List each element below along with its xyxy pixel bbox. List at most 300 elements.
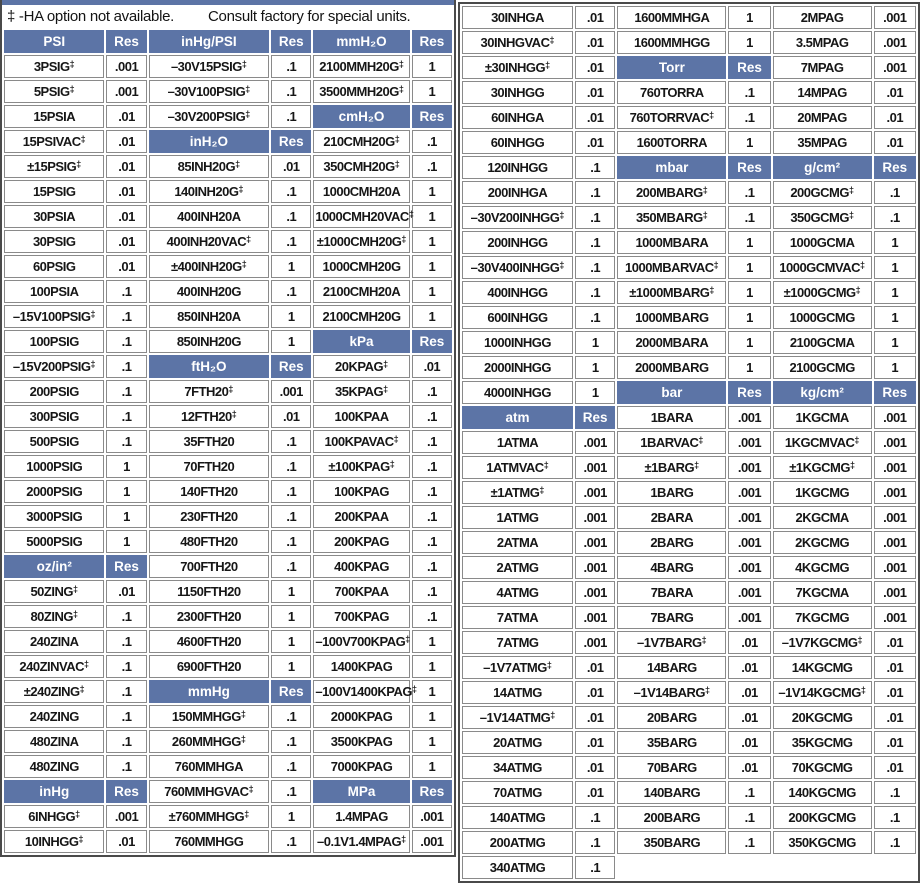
table-row xyxy=(4,705,452,728)
range-cell: 1000MBARA xyxy=(617,231,726,254)
res-cell: .01 xyxy=(106,230,146,253)
res-cell: 1 xyxy=(271,605,311,628)
range-cell: 14ATMG xyxy=(462,681,573,704)
dagger-mark: ‡ xyxy=(705,685,711,695)
res-cell: .01 xyxy=(575,681,615,704)
empty-cell xyxy=(773,856,916,879)
range-cell: 14MPAG xyxy=(773,81,872,104)
table-row xyxy=(462,431,916,454)
range-cell: 260MMHGG‡ xyxy=(149,730,270,753)
res-cell: .1 xyxy=(575,306,615,329)
res-cell: .1 xyxy=(271,830,311,853)
res-cell: .01 xyxy=(874,681,916,704)
table-row xyxy=(462,531,916,554)
res-cell: 1 xyxy=(728,356,770,379)
res-cell: .1 xyxy=(412,480,452,503)
res-cell: .1 xyxy=(271,205,311,228)
res-cell: .001 xyxy=(728,606,770,629)
res-cell: .01 xyxy=(106,205,146,228)
dagger-mark: ‡ xyxy=(709,110,715,120)
range-cell: 1ATMG xyxy=(462,506,573,529)
range-cell: 35MPAG xyxy=(773,131,872,154)
res-cell: .001 xyxy=(728,556,770,579)
table-row xyxy=(4,830,452,853)
res-cell: .1 xyxy=(412,430,452,453)
range-cell: –30V400INHGG‡ xyxy=(462,256,573,279)
table-row xyxy=(4,330,452,353)
table-row xyxy=(4,205,452,228)
range-cell: 30INHGG xyxy=(462,81,573,104)
unit-header-cell: inH₂O xyxy=(149,130,270,153)
range-cell: 400INH20VAC‡ xyxy=(149,230,270,253)
table-row xyxy=(462,831,916,854)
res-cell: .1 xyxy=(575,281,615,304)
table-row xyxy=(4,155,452,178)
range-cell: 1000GCMA xyxy=(773,231,872,254)
range-cell: 100PSIG xyxy=(4,330,104,353)
res-cell: .1 xyxy=(106,330,146,353)
res-cell: 1 xyxy=(412,680,452,703)
res-cell: .001 xyxy=(728,406,770,429)
footnote-line xyxy=(2,5,454,28)
res-cell: .001 xyxy=(728,506,770,529)
res-cell: .001 xyxy=(575,506,615,529)
table-row xyxy=(462,631,916,654)
res-cell: .1 xyxy=(106,655,146,678)
range-cell: 1000INHGG xyxy=(462,331,573,354)
dagger-mark: ‡ xyxy=(394,134,400,144)
res-cell: .1 xyxy=(728,806,770,829)
range-cell: 1600MMHGA xyxy=(617,6,726,29)
res-cell: 1 xyxy=(874,356,916,379)
range-cell: 7ATMA xyxy=(462,606,573,629)
range-cell: 70BARG xyxy=(617,756,726,779)
res-cell: .001 xyxy=(575,581,615,604)
range-cell: 1KGCMA xyxy=(773,406,872,429)
unit-header-cell: atm xyxy=(462,406,573,429)
dagger-mark: ‡ xyxy=(545,60,551,70)
res-cell: .1 xyxy=(412,555,452,578)
res-cell: 1 xyxy=(728,331,770,354)
table-row xyxy=(4,355,452,378)
range-cell: 350KGCMG xyxy=(773,831,872,854)
range-cell: 7FTH20‡ xyxy=(149,380,270,403)
range-cell: 200INHGG xyxy=(462,231,573,254)
range-cell: 1000MBARG xyxy=(617,306,726,329)
range-cell: 3500KPAG xyxy=(313,730,409,753)
range-cell: 480FTH20 xyxy=(149,530,270,553)
res-cell: 1 xyxy=(412,655,452,678)
res-header-cell: Res xyxy=(412,105,452,128)
res-cell: .1 xyxy=(271,430,311,453)
range-cell: –1V7KGCMG‡ xyxy=(773,631,872,654)
dagger-mark: ‡ xyxy=(401,834,407,844)
dagger-mark: ‡ xyxy=(405,634,411,644)
range-cell: 14BARG xyxy=(617,656,726,679)
range-cell: 1600MMHGG xyxy=(617,31,726,54)
res-header-cell: Res xyxy=(271,680,311,703)
res-cell: .001 xyxy=(106,80,146,103)
res-header-cell: Res xyxy=(106,780,146,803)
range-cell: 1000MBARVAC‡ xyxy=(617,256,726,279)
range-cell: 35KPAG‡ xyxy=(313,380,409,403)
table-row xyxy=(4,805,452,828)
res-cell: .1 xyxy=(874,181,916,204)
res-cell: .001 xyxy=(874,581,916,604)
res-cell: 1 xyxy=(412,705,452,728)
table-row xyxy=(4,280,452,303)
res-cell: .1 xyxy=(106,305,146,328)
dagger-mark: ‡ xyxy=(713,260,719,270)
res-cell: .01 xyxy=(106,105,146,128)
table-row xyxy=(4,180,452,203)
res-cell: 1 xyxy=(412,230,452,253)
res-cell: .1 xyxy=(271,55,311,78)
res-cell: .001 xyxy=(728,531,770,554)
range-cell: 1000CMH20VAC‡ xyxy=(313,205,409,228)
range-cell: 2MPAG xyxy=(773,6,872,29)
range-cell: 480ZING xyxy=(4,755,104,778)
res-cell: .1 xyxy=(271,530,311,553)
res-cell: 1 xyxy=(412,255,452,278)
res-cell: .001 xyxy=(874,6,916,29)
dagger-mark: ‡ xyxy=(69,59,75,69)
range-cell: 400KPAG xyxy=(313,555,409,578)
range-cell: 7BARG xyxy=(617,606,726,629)
res-cell: 1 xyxy=(874,306,916,329)
res-cell: .001 xyxy=(412,805,452,828)
range-cell: 6900FTH20 xyxy=(149,655,270,678)
range-cell: 200KPAG xyxy=(313,530,409,553)
dagger-mark: ‡ xyxy=(80,134,86,144)
unit-header-cell: inHg/PSI xyxy=(149,30,270,53)
unit-header-cell: ftH₂O xyxy=(149,355,270,378)
res-cell: .01 xyxy=(575,756,615,779)
range-cell: 760MMHGG xyxy=(149,830,270,853)
table-row xyxy=(4,255,452,278)
range-cell: 1150FTH20 xyxy=(149,580,270,603)
spec-table-left xyxy=(2,28,454,855)
dagger-mark: ‡ xyxy=(245,84,251,94)
table-row xyxy=(4,130,452,153)
table-row xyxy=(462,506,916,529)
res-cell: 1 xyxy=(412,205,452,228)
res-header-cell: Res xyxy=(271,130,311,153)
dagger-mark: ‡ xyxy=(69,84,75,94)
res-cell: .1 xyxy=(874,206,916,229)
range-cell: –15V200PSIG‡ xyxy=(4,355,104,378)
res-cell: 1 xyxy=(271,805,311,828)
dagger-mark: ‡ xyxy=(694,460,700,470)
range-cell: 850INH20A xyxy=(149,305,270,328)
range-cell: 1000CMH20A xyxy=(313,180,409,203)
dagger-mark: ‡ xyxy=(394,159,400,169)
table-row xyxy=(4,530,452,553)
res-cell: .01 xyxy=(575,56,615,79)
res-cell: .01 xyxy=(575,781,615,804)
res-cell: .01 xyxy=(874,731,916,754)
res-cell: .01 xyxy=(575,31,615,54)
table-row xyxy=(4,730,452,753)
res-cell: .1 xyxy=(271,180,311,203)
dagger-mark: ‡ xyxy=(701,635,707,645)
range-cell: 30PSIA xyxy=(4,205,104,228)
res-cell: .001 xyxy=(728,481,770,504)
range-cell: 760MMHGA xyxy=(149,755,270,778)
res-cell: .001 xyxy=(575,556,615,579)
range-cell: 700KPAG xyxy=(313,605,409,628)
table-row xyxy=(4,405,452,428)
table-row xyxy=(462,356,916,379)
range-cell: 1000CMH20G xyxy=(313,255,409,278)
res-cell: .1 xyxy=(271,780,311,803)
res-cell: .1 xyxy=(575,206,615,229)
range-cell: 2KGCMA xyxy=(773,506,872,529)
dagger-mark: ‡ xyxy=(383,359,389,369)
range-cell: 2000PSIG xyxy=(4,480,104,503)
res-cell: .01 xyxy=(874,756,916,779)
res-cell: 1 xyxy=(271,580,311,603)
res-header-cell: Res xyxy=(874,381,916,404)
range-cell: 700FTH20 xyxy=(149,555,270,578)
range-cell: 2100CMH20G xyxy=(313,305,409,328)
res-cell: .1 xyxy=(874,831,916,854)
table-row xyxy=(462,731,916,754)
dagger-mark: ‡ xyxy=(411,684,417,694)
res-cell: .001 xyxy=(106,805,146,828)
table-row xyxy=(4,455,452,478)
res-cell: 1 xyxy=(728,306,770,329)
res-cell: .001 xyxy=(728,456,770,479)
range-cell: –30V15PSIG‡ xyxy=(149,55,270,78)
res-cell: .1 xyxy=(412,405,452,428)
range-cell: ±760MMHGG‡ xyxy=(149,805,270,828)
dagger-mark: ‡ xyxy=(854,435,860,445)
res-cell: 1 xyxy=(271,630,311,653)
dagger-mark: ‡ xyxy=(72,584,78,594)
dagger-mark: ‡ xyxy=(78,834,84,844)
range-cell: 1000GCMG xyxy=(773,306,872,329)
range-cell: 3500MMH20G‡ xyxy=(313,80,409,103)
res-cell: .1 xyxy=(728,181,770,204)
res-cell: .1 xyxy=(412,580,452,603)
range-cell: 50ZING‡ xyxy=(4,580,104,603)
res-cell: 1 xyxy=(728,256,770,279)
dagger-mark: ‡ xyxy=(244,809,250,819)
res-cell: .1 xyxy=(271,730,311,753)
dagger-mark: ‡ xyxy=(849,460,855,470)
range-cell: 70KGCMG xyxy=(773,756,872,779)
range-cell: 1ATMVAC‡ xyxy=(462,456,573,479)
res-cell: .001 xyxy=(575,456,615,479)
range-cell: 300PSIG xyxy=(4,405,104,428)
res-cell: 1 xyxy=(106,480,146,503)
res-cell: .1 xyxy=(106,405,146,428)
res-cell: .001 xyxy=(874,431,916,454)
res-cell: .01 xyxy=(874,656,916,679)
dagger-mark: ‡ xyxy=(408,209,414,219)
dagger-mark: ‡ xyxy=(848,210,854,220)
range-cell: 760TORRA xyxy=(617,81,726,104)
dagger-mark: ‡ xyxy=(559,260,565,270)
range-cell: 4ATMG xyxy=(462,581,573,604)
range-cell: 7KGCMA xyxy=(773,581,872,604)
res-cell: .01 xyxy=(728,656,770,679)
res-header-cell: Res xyxy=(728,56,770,79)
res-cell: .1 xyxy=(575,181,615,204)
range-cell: 850INH20G xyxy=(149,330,270,353)
dagger-mark: ‡ xyxy=(246,234,252,244)
range-cell: 35KGCMG xyxy=(773,731,872,754)
dagger-mark: ‡ xyxy=(860,685,866,695)
range-cell: 2ATMG xyxy=(462,556,573,579)
range-cell: 85INH20G‡ xyxy=(149,155,270,178)
res-header-cell: Res xyxy=(575,406,615,429)
table-row xyxy=(4,80,452,103)
range-cell: –100V1400KPAG‡ xyxy=(313,680,409,703)
res-cell: .01 xyxy=(106,830,146,853)
range-cell: 350BARG xyxy=(617,831,726,854)
range-cell: 140KGCMG xyxy=(773,781,872,804)
dagger-mark: ‡ xyxy=(241,59,247,69)
res-cell: 1 xyxy=(271,655,311,678)
dagger-mark: ‡ xyxy=(855,285,861,295)
res-cell: .1 xyxy=(412,530,452,553)
range-cell: 240ZINVAC‡ xyxy=(4,655,104,678)
res-cell: .001 xyxy=(575,431,615,454)
dagger-mark: ‡ xyxy=(543,460,549,470)
res-cell: 1 xyxy=(412,280,452,303)
res-cell: .1 xyxy=(728,106,770,129)
res-cell: .01 xyxy=(575,706,615,729)
res-header-cell: Res xyxy=(728,381,770,404)
res-cell: .1 xyxy=(728,206,770,229)
range-cell: 15PSIVAC‡ xyxy=(4,130,104,153)
table-row xyxy=(462,706,916,729)
unit-header-cell: mmH₂O xyxy=(313,30,409,53)
range-cell: 1600TORRA xyxy=(617,131,726,154)
res-cell: 1 xyxy=(412,730,452,753)
range-cell: 230FTH20 xyxy=(149,505,270,528)
table-row xyxy=(462,381,916,404)
res-cell: .1 xyxy=(106,355,146,378)
range-cell: 400INHGG xyxy=(462,281,573,304)
res-cell: .01 xyxy=(106,155,146,178)
unit-header-cell: mbar xyxy=(617,156,726,179)
table-row xyxy=(462,156,916,179)
res-cell: .1 xyxy=(271,80,311,103)
table-row xyxy=(462,406,916,429)
range-cell: 4600FTH20 xyxy=(149,630,270,653)
range-cell: 14KGCMG xyxy=(773,656,872,679)
range-cell: 1000GCMVAC‡ xyxy=(773,256,872,279)
res-cell: .1 xyxy=(271,105,311,128)
table-row xyxy=(462,556,916,579)
res-header-cell: Res xyxy=(874,156,916,179)
dagger-mark: ‡ xyxy=(857,635,863,645)
table-row xyxy=(4,30,452,53)
table-row xyxy=(4,430,452,453)
table-row xyxy=(462,456,916,479)
range-cell: 1KGCMVAC‡ xyxy=(773,431,872,454)
range-cell: 2100GCMA xyxy=(773,331,872,354)
res-cell: .01 xyxy=(412,355,452,378)
dagger-mark: ‡ xyxy=(240,734,246,744)
range-cell: 15PSIG xyxy=(4,180,104,203)
res-cell: 1 xyxy=(728,131,770,154)
table-row xyxy=(462,206,916,229)
res-cell: .01 xyxy=(575,656,615,679)
res-cell: .01 xyxy=(575,6,615,29)
table-row xyxy=(462,106,916,129)
range-cell: 80ZING‡ xyxy=(4,605,104,628)
res-cell: 1 xyxy=(728,31,770,54)
dagger-mark: ‡ xyxy=(401,234,407,244)
table-row xyxy=(4,780,452,803)
range-cell: ±1KGCMG‡ xyxy=(773,456,872,479)
range-cell: ±15PSIG‡ xyxy=(4,155,104,178)
res-cell: .1 xyxy=(271,555,311,578)
dagger-mark: ‡ xyxy=(860,260,866,270)
right-spec-panel xyxy=(458,2,920,883)
unit-header-cell: bar xyxy=(617,381,726,404)
res-cell: .1 xyxy=(271,705,311,728)
unit-header-cell: Torr xyxy=(617,56,726,79)
table-row xyxy=(4,755,452,778)
footnote-consult-text: Consult factory for special units. xyxy=(208,8,411,25)
res-cell: .01 xyxy=(575,106,615,129)
res-cell: .1 xyxy=(271,280,311,303)
dagger-mark: ‡ xyxy=(228,384,234,394)
dagger-mark: ‡ xyxy=(75,809,81,819)
unit-header-cell: PSI xyxy=(4,30,104,53)
dagger-mark: ‡ xyxy=(702,185,708,195)
range-cell: 4000INHGG xyxy=(462,381,573,404)
dagger-mark: ‡ xyxy=(248,784,254,794)
res-cell: .01 xyxy=(874,131,916,154)
res-cell: .1 xyxy=(412,455,452,478)
range-cell: 7KGCMG xyxy=(773,606,872,629)
table-row xyxy=(4,230,452,253)
range-cell: 1400KPAG xyxy=(313,655,409,678)
range-cell: 1BARVAC‡ xyxy=(617,431,726,454)
dagger-mark: ‡ xyxy=(238,184,244,194)
res-cell: .1 xyxy=(271,480,311,503)
unit-header-cell: kg/cm² xyxy=(773,381,872,404)
range-cell: –1V7ATMG‡ xyxy=(462,656,573,679)
table-row xyxy=(462,56,916,79)
table-row xyxy=(462,806,916,829)
range-cell: 100KPAG xyxy=(313,480,409,503)
res-cell: .001 xyxy=(874,56,916,79)
range-cell: 3PSIG‡ xyxy=(4,55,104,78)
range-cell: ±240ZING‡ xyxy=(4,680,104,703)
res-cell: .001 xyxy=(728,431,770,454)
res-cell: .1 xyxy=(575,156,615,179)
range-cell: 7MPAG xyxy=(773,56,872,79)
range-cell: 150MMHGG‡ xyxy=(149,705,270,728)
range-cell: 480ZINA xyxy=(4,730,104,753)
res-header-cell: Res xyxy=(412,330,452,353)
range-cell: 7BARA xyxy=(617,581,726,604)
res-cell: .01 xyxy=(106,130,146,153)
table-row xyxy=(462,306,916,329)
table-row xyxy=(462,6,916,29)
res-cell: .01 xyxy=(728,731,770,754)
range-cell: 1BARA xyxy=(617,406,726,429)
dagger-mark: ‡ xyxy=(90,359,96,369)
res-cell: .1 xyxy=(106,755,146,778)
